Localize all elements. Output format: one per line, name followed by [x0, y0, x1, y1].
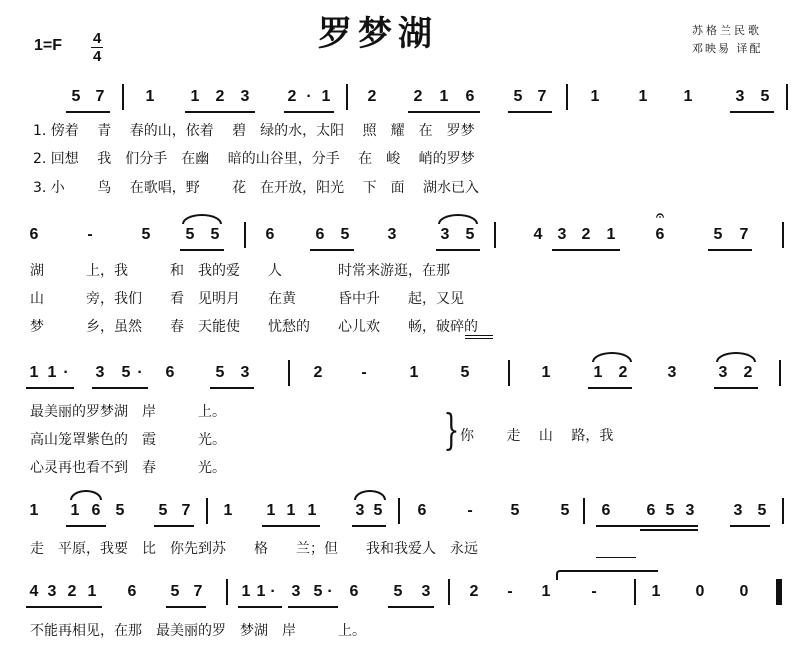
note: 1 — [409, 364, 419, 381]
note: 5 — [510, 502, 520, 519]
lyric-line: 1. 傍着 青 春的山，依着 碧 绿的水，太阳 照 耀 在 罗梦 — [33, 123, 475, 139]
song-title: 罗梦湖 — [318, 14, 438, 54]
lyric-line: 3. 小 鸟 在歌唱，野 花 在开放，阳光 下 面 湖水已入 — [33, 180, 480, 196]
note: - — [591, 583, 597, 600]
note: 1 — [223, 502, 233, 519]
note: 6 — [29, 226, 39, 243]
note: 3 — [685, 502, 695, 519]
note: 2 — [215, 88, 225, 105]
system-1-notes — [0, 88, 796, 112]
source-translator: 邓映易 译配 — [692, 42, 763, 55]
note: 3 — [291, 583, 301, 600]
note: · — [270, 583, 276, 600]
note: 2 — [618, 364, 628, 381]
note: 2 — [67, 583, 77, 600]
key-signature: 1=F — [34, 37, 63, 54]
note: 5 — [340, 226, 350, 243]
note: 1 — [87, 583, 97, 600]
note: 5 — [210, 226, 220, 243]
note: 3 — [735, 88, 745, 105]
note: 5 — [215, 364, 225, 381]
note: 6 — [601, 502, 611, 519]
note: 1 — [29, 364, 39, 381]
note: 1 — [439, 88, 449, 105]
note: 5 — [560, 502, 570, 519]
time-signature-top: 4 — [93, 30, 102, 47]
note: 4 — [29, 583, 39, 600]
note: 2 — [367, 88, 377, 105]
note: 3 — [355, 502, 365, 519]
note: 1 — [541, 583, 551, 600]
note: 5 — [460, 364, 470, 381]
note: 4 — [533, 226, 543, 243]
note: 3 — [557, 226, 567, 243]
note: 5 — [141, 226, 151, 243]
note: 5 — [115, 502, 125, 519]
note: 1 — [286, 502, 296, 519]
note: 7 — [537, 88, 547, 105]
note: 6 — [465, 88, 475, 105]
note: 3 — [240, 364, 250, 381]
note: 6 — [417, 502, 427, 519]
note: 6 — [91, 502, 101, 519]
note: 7 — [95, 88, 105, 105]
note: 5 — [121, 364, 131, 381]
note: 5 — [185, 226, 195, 243]
chorus-lyric: 你 走 山 路，我 — [460, 428, 614, 444]
note: 1 — [256, 583, 266, 600]
note: · — [137, 364, 143, 381]
note: 5 — [665, 502, 675, 519]
note: - — [87, 226, 93, 243]
note: · — [327, 583, 333, 600]
note: 2 — [743, 364, 753, 381]
time-signature-bottom: 4 — [93, 48, 102, 65]
note: 5 — [373, 502, 383, 519]
note: 2 — [469, 583, 479, 600]
note: 2 — [581, 226, 591, 243]
note: 1 — [266, 502, 276, 519]
note: 7 — [193, 583, 203, 600]
note: 3 — [733, 502, 743, 519]
source-credits — [692, 22, 763, 58]
note: 2 — [413, 88, 423, 105]
note: 6 — [646, 502, 656, 519]
note: 6 — [165, 364, 175, 381]
note: 6 — [655, 226, 665, 243]
note: 1 — [606, 226, 616, 243]
note: 5 — [757, 502, 767, 519]
system-3-notes — [0, 364, 796, 388]
system-5-notes — [0, 583, 796, 607]
time-signature — [91, 30, 103, 65]
note: 3 — [440, 226, 450, 243]
note: 2 — [313, 364, 323, 381]
note: 5 — [170, 583, 180, 600]
lyric-line: 最美丽的罗梦湖 岸 上。 — [30, 404, 226, 420]
note: 3 — [421, 583, 431, 600]
lyric-line: 不能再相见，在那 最美丽的罗 梦湖 岸 上。 — [30, 623, 366, 639]
note: 5 — [760, 88, 770, 105]
note: · — [306, 88, 312, 105]
note: 1 — [651, 583, 661, 600]
note: - — [467, 502, 473, 519]
lyric-line: 走 平原，我要 比 你先到苏 格 兰；但 我和我爱人 永远 — [30, 541, 478, 557]
note: 1 — [241, 583, 251, 600]
lyric-line: 梦 乡，虽然 春 天能使 忧愁的 心儿欢 畅，破碎的 — [30, 319, 478, 335]
lyric-brace: } — [443, 405, 460, 454]
note: 1 — [638, 88, 648, 105]
note: 1 — [70, 502, 80, 519]
lyric-line: 山 旁，我们 看 见明月 在黄 昏中升 起，又见 — [30, 291, 464, 307]
note: 6 — [265, 226, 275, 243]
note: 1 — [29, 502, 39, 519]
note: 0 — [739, 583, 749, 600]
note: 6 — [349, 583, 359, 600]
note: 1 — [593, 364, 603, 381]
note: 3 — [718, 364, 728, 381]
note: 7 — [181, 502, 191, 519]
note: 1 — [541, 364, 551, 381]
note: 2 — [287, 88, 297, 105]
lyric-line: 2. 回想 我 们分手 在幽 暗的山谷里，分手 在 峻 峭的罗梦 — [33, 151, 475, 167]
lyric-line: 心灵再也看不到 春 光。 — [30, 460, 226, 476]
note: 0 — [695, 583, 705, 600]
note: 5 — [713, 226, 723, 243]
lyric-line: 湖 上，我 和 我的爱 人 时常来游逛，在那 — [30, 263, 450, 279]
note: 1 — [145, 88, 155, 105]
note: 1 — [590, 88, 600, 105]
note: · — [63, 364, 69, 381]
score-page: 罗梦湖 1=F 4 4 苏格兰民歌 邓映易 译配 5 7 1 1 2 3 2 · 1 2 2 1 6 5 7 1 1 1 3 5 1. 傍着 青 春的山，依着 碧 绿的水，太阳 照 耀 在 罗梦 2. 回想 我 们分手 在幽 暗的山谷里，分手 在 峻 峭的罗梦 3. 小 鸟 在歌唱，野 花 在开放，阳光 下 面 湖水已入 6 - 5 5 5 6 6 5 3 3 5 4 3 2 1 6 5 7 𝄐 湖 上，我 和 我的爱 人 时常来游逛，在那 山 旁，我们 看 见明月 在黄 昏中升 起，又见 梦 乡，虽然 春 天能使 忧愁的 心儿欢 畅，破碎的 1 1 · 3 5 · 6 5 3 2 - 1 5 1 1 2 3 3 2 最美丽的罗梦湖 岸 上。 高山笼罩紫色的 霞 光。 心灵再也看不到 春 光。 } 你 走 山 路，我 1 1 6 5 5 7 1 1 1 1 3 5 6 - 5 5 6 6 5 3 3 5 走 平原，我要 比 你先到苏 格 兰；但 我和我爱人 永远 4 3 2 1 6 5 7 1 1 · 3 5 · 6 5 3 2 - 1 - 1 0 0 不能再相见，在那 最美丽的罗 梦湖 岸 上。 — [0, 0, 796, 646]
note: 1 — [47, 364, 57, 381]
note: 3 — [47, 583, 57, 600]
system-2-notes — [0, 226, 796, 250]
note: 3 — [240, 88, 250, 105]
source-origin: 苏格兰民歌 — [692, 24, 762, 37]
note: 5 — [158, 502, 168, 519]
lyric-line: 高山笼罩紫色的 霞 光。 — [30, 432, 226, 448]
note: 1 — [190, 88, 200, 105]
note: 5 — [513, 88, 523, 105]
note: 5 — [393, 583, 403, 600]
note: 5 — [71, 88, 81, 105]
note: 1 — [321, 88, 331, 105]
note: 3 — [95, 364, 105, 381]
note: - — [361, 364, 367, 381]
note: - — [507, 583, 513, 600]
note: 6 — [127, 583, 137, 600]
note: 3 — [387, 226, 397, 243]
note: 3 — [667, 364, 677, 381]
note: 6 — [315, 226, 325, 243]
lyric-underline — [596, 557, 636, 558]
note: 5 — [465, 226, 475, 243]
note: 7 — [739, 226, 749, 243]
note: 1 — [683, 88, 693, 105]
note: 1 — [307, 502, 317, 519]
note: 5 — [313, 583, 323, 600]
